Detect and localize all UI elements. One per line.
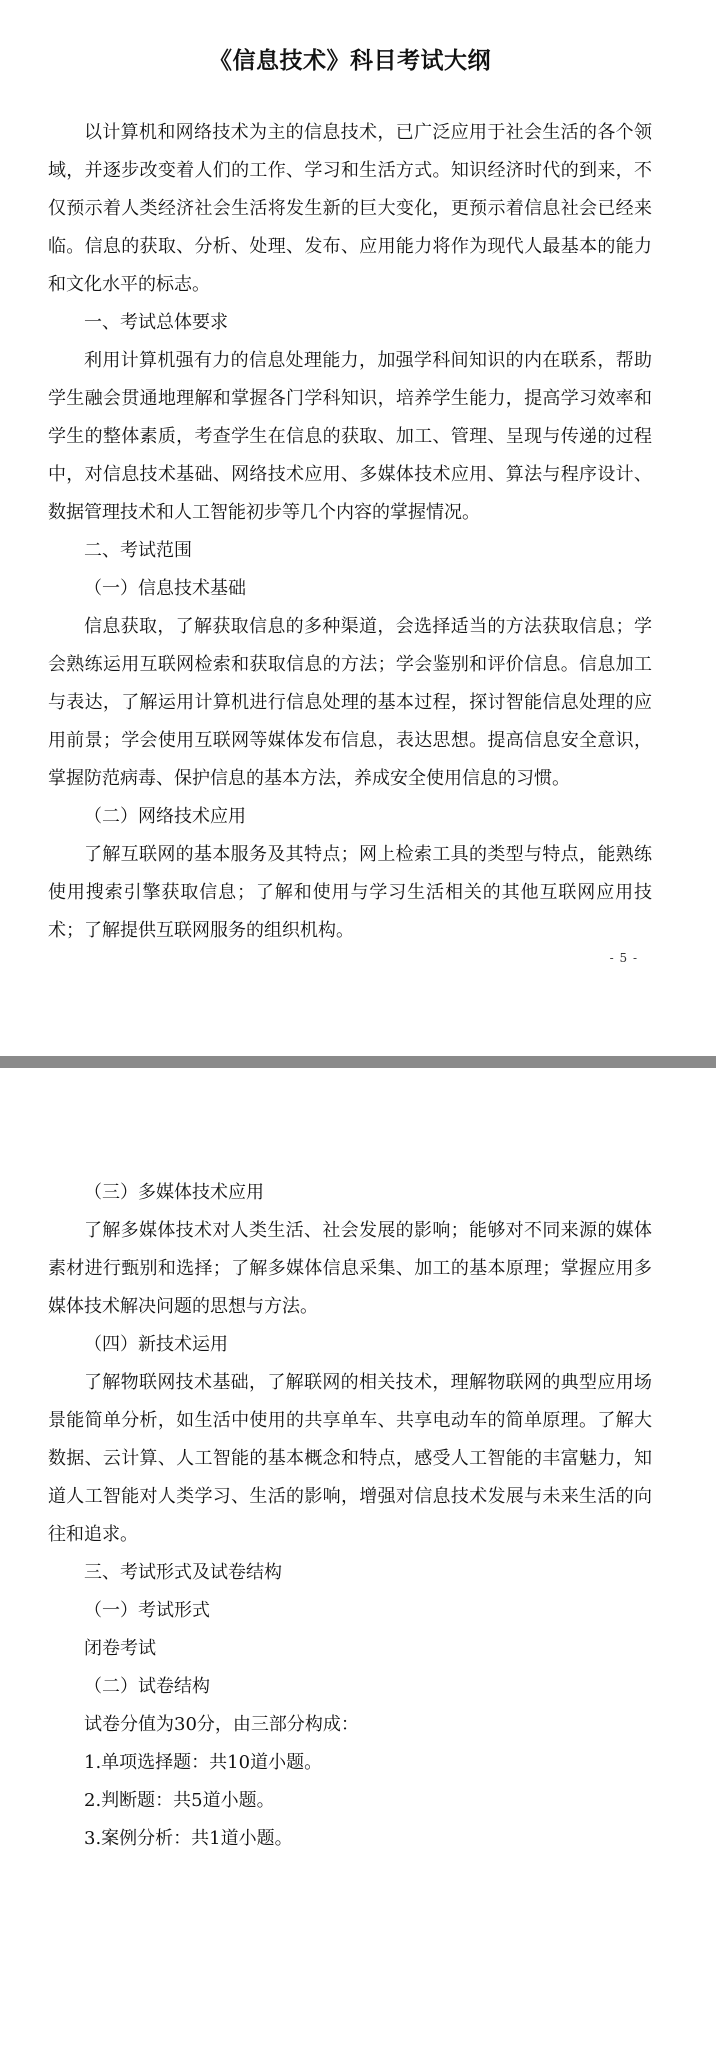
- document-title: 《信息技术》科目考试大纲: [209, 48, 491, 74]
- it-basics-paragraph: 信息获取，了解获取信息的多种渠道，会选择适当的方法获取信息；学会熟练运用互联网检索和获取信息的方法；学会鉴别和评价信息。信息加工与表达，了解运用计算机进行信息处理的基本过程，探讨智能信息处理的应用前景；学会使用互联网等媒体发布信息，表达思想。提高信息安全意识，掌握防范病毒、保护信息的基本方法，养成安全使用信息的习惯。: [48, 616, 652, 789]
- section-heading-format: 三、考试形式及试卷结构: [84, 1562, 282, 1583]
- new-tech-paragraph: 了解物联网技术基础，了解联网的相关技术，理解物联网的典型应用场景能简单分析，如生活中使用的共享单车、共享电动车的简单原理。了解大数据、云计算、人工智能的基本概念和特点，感受人工智能的丰富魅力，知道人工智能对人类学习、生活的影响，增强对信息技术发展与未来生活的向往和追求。: [48, 1372, 652, 1545]
- subheading-network: （二）网络技术应用: [84, 806, 246, 827]
- structure-item: 3.案例分析：共1道小题。: [84, 1828, 293, 1849]
- page-separator: [0, 1056, 716, 1068]
- exam-form-value: 闭卷考试: [84, 1638, 156, 1659]
- subheading-multimedia: （三）多媒体技术应用: [84, 1182, 264, 1203]
- page-1-content: [48, 44, 652, 950]
- subheading-it-basics: （一）信息技术基础: [84, 578, 246, 599]
- document-page-2: [0, 1068, 716, 2056]
- structure-item: 2.判断题：共5道小题。: [84, 1790, 275, 1811]
- network-paragraph: 了解互联网的基本服务及其特点；网上检索工具的类型与特点，能熟练使用搜索引擎获取信息；了解和使用与学习生活相关的其他互联网应用技术；了解提供互联网服务的组织机构。: [48, 844, 652, 941]
- page-2-content: [48, 1174, 652, 1858]
- structure-intro: 试卷分值为30分，由三部分构成：: [84, 1714, 359, 1735]
- subheading-new-tech: （四）新技术运用: [84, 1334, 228, 1355]
- structure-item: 1.单项选择题：共10道小题。: [84, 1752, 323, 1773]
- multimedia-paragraph: 了解多媒体技术对人类生活、社会发展的影响；能够对不同来源的媒体素材进行甄别和选择；了解多媒体信息采集、加工的基本原理；掌握应用多媒体技术解决问题的思想与方法。: [48, 1220, 652, 1317]
- section-heading-requirements: 一、考试总体要求: [84, 312, 228, 333]
- subheading-paper-structure: （二）试卷结构: [84, 1676, 210, 1697]
- page-number: - 5 -: [609, 951, 638, 965]
- intro-paragraph: 以计算机和网络技术为主的信息技术，已广泛应用于社会生活的各个领域，并逐步改变着人们的工作、学习和生活方式。知识经济时代的到来，不仅预示着人类经济社会生活将发生新的巨大变化，更预示着信息社会已经来临。信息的获取、分析、处理、发布、应用能力将作为现代人最基本的能力和文化水平的标志。: [48, 122, 652, 295]
- requirements-paragraph: 利用计算机强有力的信息处理能力，加强学科间知识的内在联系，帮助学生融会贯通地理解和掌握各门学科知识，培养学生能力，提高学习效率和学生的整体素质，考查学生在信息的获取、加工、管理、呈现与传递的过程中，对信息技术基础、网络技术应用、多媒体技术应用、算法与程序设计、数据管理技术和人工智能初步等几个内容的掌握情况。: [48, 350, 652, 523]
- section-heading-scope: 二、考试范围: [84, 540, 192, 561]
- subheading-exam-form: （一）考试形式: [84, 1600, 210, 1621]
